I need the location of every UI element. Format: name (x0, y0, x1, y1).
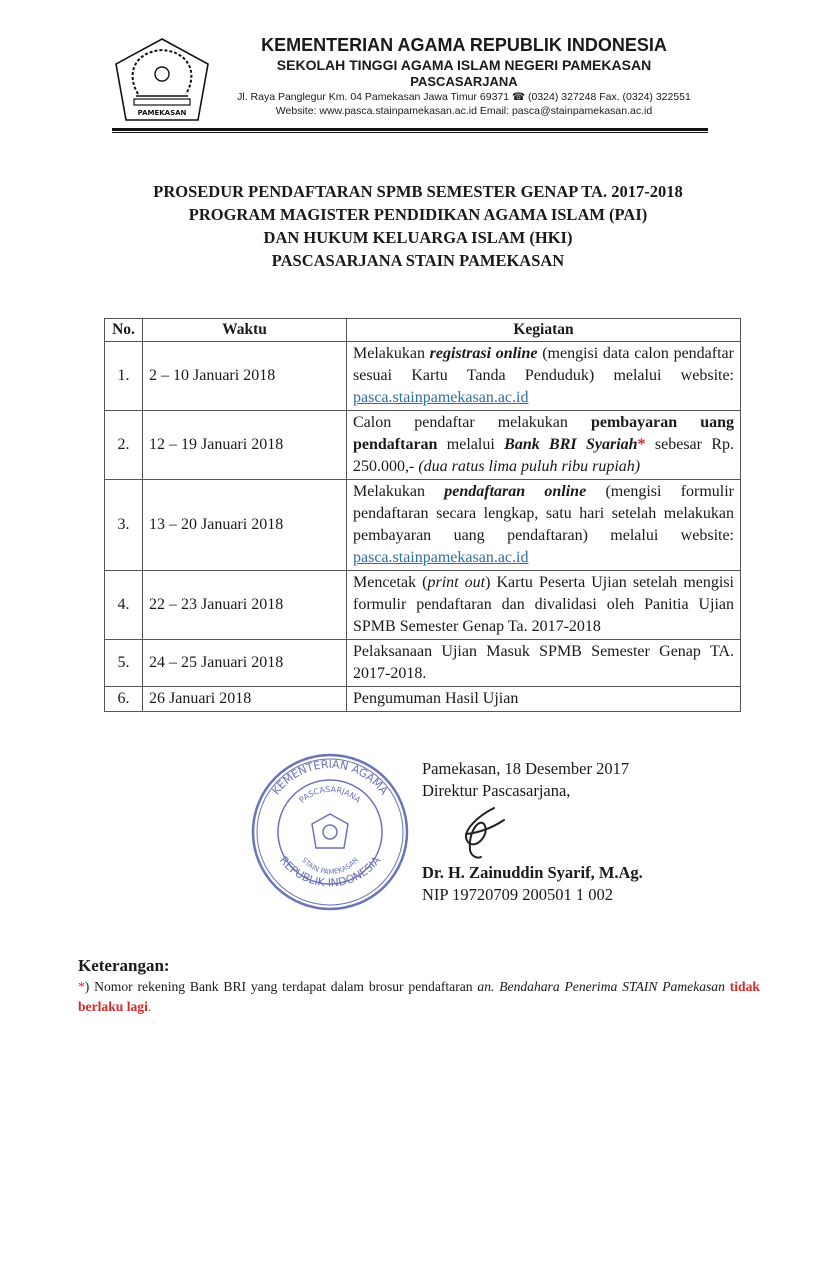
signature-space (422, 802, 722, 862)
header-no: No. (105, 319, 143, 342)
schedule-table-wrapper (104, 318, 740, 712)
activity-text: Mencetak ( (353, 574, 428, 591)
letterhead (112, 34, 712, 126)
activity-text: Melakukan (353, 345, 430, 362)
notes-section (78, 955, 760, 1017)
notes-title: Keterangan: (78, 956, 170, 975)
signer-position: Direktur Pascasarjana, (422, 781, 571, 800)
unit-name: PASCASARJANA (410, 74, 518, 89)
schedule-table (104, 318, 741, 712)
logo-caption: PAMEKASAN (137, 109, 187, 117)
signer-nip: NIP 19720709 200501 1 002 (422, 885, 613, 904)
row-time: 22 – 23 Januari 2018 (143, 571, 347, 640)
header-time: Waktu (143, 319, 347, 342)
title-line-4: PASCASARJANA STAIN PAMEKASAN (271, 251, 565, 270)
letterhead-text (216, 34, 712, 118)
activity-emphasis: pendaftaran online (444, 483, 587, 500)
row-time: 13 – 20 Januari 2018 (143, 480, 347, 571)
row-activity: Pelaksanaan Ujian Masuk SPMB Semester Genap TA. 2017-2018. (347, 640, 741, 687)
table-row (105, 571, 741, 640)
amount-in-words: (dua ratus lima puluh ribu rupiah) (418, 458, 641, 475)
activity-text: (mengisi formulir pendaftaran secara lengkap, satu hari setelah melakukan pembayaran uang pendaftaran) melalui website: (353, 483, 735, 544)
table-row (105, 411, 741, 480)
notes-text: . (147, 999, 152, 1014)
stamp-inner-bottom-text: STAIN PAMEKASAN (299, 856, 361, 877)
handwritten-signature-icon (442, 802, 512, 860)
document-title (60, 180, 776, 272)
row-no: 6. (105, 687, 143, 712)
place-date: Pamekasan, 18 Desember 2017 (422, 759, 630, 778)
stamp-inner-top-text: PASCASARJANA (297, 784, 363, 805)
letterhead-divider-thin (112, 132, 708, 133)
row-no: 4. (105, 571, 143, 640)
table-row (105, 342, 741, 411)
row-activity (347, 411, 741, 480)
title-line-2: PROGRAM MAGISTER PENDIDIKAN AGAMA ISLAM (PAI) (188, 205, 648, 224)
row-activity (347, 342, 741, 411)
bank-name: Bank BRI Syariah (504, 436, 638, 453)
website-link[interactable]: pasca.stainpamekasan.ac.id (353, 549, 529, 566)
institution-name: SEKOLAH TINGGI AGAMA ISLAM NEGERI PAMEKASAN (276, 57, 652, 73)
row-no: 5. (105, 640, 143, 687)
stamp-bottom-text: REPUBLIK INDONESIA (276, 853, 384, 890)
activity-emphasis: registrasi online (429, 345, 538, 362)
signature-text-area (422, 758, 722, 906)
title-line-1: PROSEDUR PENDAFTARAN SPMB SEMESTER GENAP TA. 2017-2018 (153, 182, 683, 201)
table-header-row (105, 319, 741, 342)
ministry-name: KEMENTERIAN AGAMA REPUBLIK INDONESIA (261, 35, 667, 55)
footnote-marker: * (78, 979, 85, 994)
notice-emphasis: tidak berlaku lagi (78, 979, 760, 1014)
row-time: 24 – 25 Januari 2018 (143, 640, 347, 687)
official-stamp-icon (250, 752, 410, 912)
activity-text: melalui (437, 436, 505, 453)
row-activity (347, 480, 741, 571)
stamp-top-text: KEMENTERIAN AGAMA (269, 757, 391, 798)
notes-body (78, 977, 760, 1017)
activity-text: ) Kartu Peserta Ujian setelah mengisi formulir pendaftaran dan divalidasi oleh Panitia Ujian SPMB Semester Genap Ta. 2017-2018 (353, 574, 734, 635)
footnote-marker: * (637, 436, 646, 453)
signer-name: Dr. H. Zainuddin Syarif, M.Ag. (422, 863, 643, 882)
activity-text: (mengisi data calon pendaftar sesuai Kartu Tanda Penduduk) melalui website: (353, 345, 734, 384)
row-no: 2. (105, 411, 143, 480)
activity-text: sebesar Rp. 250.000,- (353, 436, 734, 475)
letterhead-divider-thick (112, 128, 708, 131)
table-row (105, 640, 741, 687)
row-time: 12 – 19 Januari 2018 (143, 411, 347, 480)
signature-block (250, 752, 730, 922)
table-row (105, 687, 741, 712)
activity-text: Melakukan (353, 483, 445, 500)
activity-text: Calon pendaftar melakukan (353, 414, 591, 431)
row-no: 1. (105, 342, 143, 411)
activity-emphasis: pembayaran uang pendaftaran (353, 414, 734, 453)
title-line-3: DAN HUKUM KELUARGA ISLAM (HKI) (263, 228, 573, 247)
row-activity: Pengumuman Hasil Ujian (347, 687, 741, 712)
activity-emphasis: print out (427, 574, 486, 591)
table-row (105, 480, 741, 571)
header-activity: Kegiatan (347, 319, 741, 342)
svg-text:PASCASARJANA (298, 785, 363, 805)
website-link[interactable]: pasca.stainpamekasan.ac.id (353, 389, 529, 406)
institution-emblem-icon (112, 36, 212, 124)
row-activity (347, 571, 741, 640)
account-holder: an. Bendahara Penerima STAIN Pamekasan (477, 979, 725, 994)
notes-text: ) Nomor rekening Bank BRI yang terdapat dalam brosur pendaftaran (84, 979, 478, 994)
row-no: 3. (105, 480, 143, 571)
address-line: Jl. Raya Panglegur Km. 04 Pamekasan Jawa Timur 69371 ☎ (0324) 327248 Fax. (0324) 322551 (237, 91, 691, 103)
contact-line: Website: www.pasca.stainpamekasan.ac.id Email: pasca@stainpamekasan.ac.id (275, 105, 653, 117)
row-time: 2 – 10 Januari 2018 (143, 342, 347, 411)
row-time: 26 Januari 2018 (143, 687, 347, 712)
